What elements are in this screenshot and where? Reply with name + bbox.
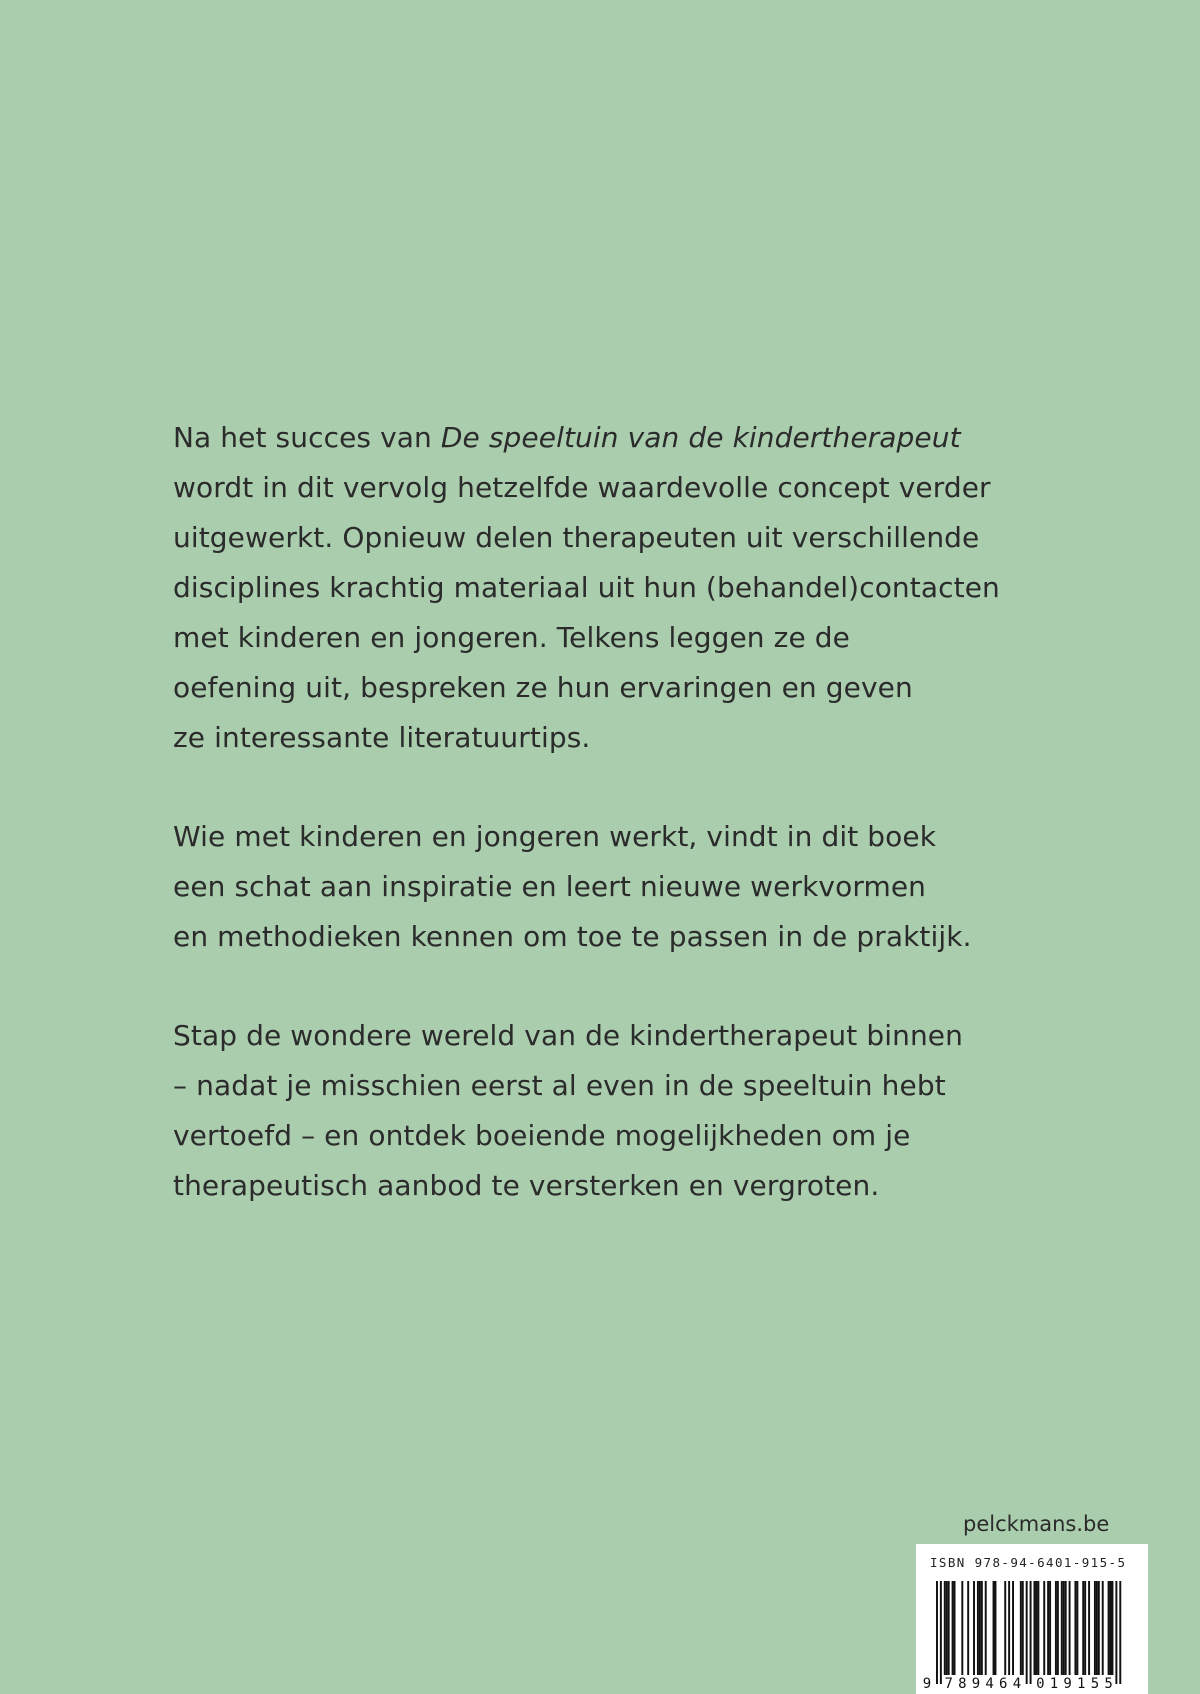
barcode-digit: 6 — [999, 1676, 1008, 1692]
barcode-digit: 5 — [1104, 1676, 1113, 1692]
barcode-bar — [936, 1581, 938, 1684]
barcode-bar — [1057, 1581, 1059, 1675]
barcode-bar — [1094, 1581, 1096, 1675]
barcode-bar — [1096, 1581, 1098, 1675]
blurb-line: met kinderen en jongeren. Telkens leggen ze de — [173, 621, 850, 654]
barcode-bar — [1088, 1581, 1090, 1675]
barcode-bar — [1061, 1581, 1063, 1675]
barcode-bar — [1034, 1581, 1036, 1675]
blurb-line-prefix: Na het succes van — [173, 421, 441, 454]
blurb-text — [173, 413, 1073, 1211]
barcode-bar — [973, 1581, 975, 1675]
blurb-line: oefening uit, bespreken ze hun ervaringen en geven — [173, 671, 913, 704]
barcode-bar — [979, 1581, 981, 1675]
barcode-digit: 0 — [1036, 1676, 1045, 1692]
barcode-digit: 4 — [985, 1676, 994, 1692]
barcode-bar — [961, 1581, 963, 1675]
barcode-bar — [946, 1581, 948, 1675]
blurb-line: therapeutisch aanbod te versterken en vergroten. — [173, 1169, 880, 1202]
barcode-bar — [1020, 1581, 1022, 1675]
blurb-line: en methodieken kennen om toe te passen in de praktijk. — [173, 920, 972, 953]
barcode-bar — [995, 1581, 997, 1675]
barcode-bar — [1102, 1581, 1104, 1675]
blurb-line: – nadat je misschien eerst al even in de speeltuin hebt — [173, 1069, 946, 1102]
barcode-digit: 1 — [1049, 1676, 1059, 1692]
barcode-bar — [1049, 1581, 1051, 1675]
publisher-website-link[interactable]: pelckmans.be — [963, 1512, 1110, 1536]
isbn-label: ISBN 978-94-6401-915-5 — [930, 1555, 1127, 1570]
blurb-paragraph-2 — [173, 812, 1073, 962]
barcode-bar — [1098, 1581, 1100, 1675]
barcode-bar — [1115, 1581, 1117, 1684]
barcode-bar — [1022, 1581, 1024, 1675]
barcode-bar — [1008, 1581, 1010, 1675]
isbn-barcode — [916, 1544, 1148, 1694]
barcode-bar — [967, 1581, 969, 1675]
barcode-bar — [993, 1581, 995, 1675]
barcode-bar — [1026, 1581, 1028, 1684]
barcode-bar — [1108, 1581, 1110, 1675]
barcode-graphic — [916, 1544, 1148, 1694]
barcode-bar — [1004, 1581, 1006, 1675]
barcode-digit: 1 — [1077, 1676, 1086, 1692]
barcode-bar — [1074, 1581, 1076, 1675]
blurb-paragraph-1 — [173, 413, 1073, 763]
barcode-digit: 9 — [1063, 1676, 1072, 1692]
barcode-bar — [1082, 1581, 1084, 1675]
barcode-bar — [1063, 1581, 1065, 1675]
barcode-bar — [1012, 1581, 1014, 1675]
blurb-line: disciplines krachtig materiaal uit hun (behandel)contacten — [173, 571, 1000, 604]
barcode-bar — [1030, 1581, 1032, 1684]
barcode-bar — [940, 1581, 942, 1684]
barcode-bar — [981, 1581, 983, 1675]
barcode-digit: 4 — [1012, 1676, 1022, 1692]
barcode-bar — [1065, 1581, 1067, 1675]
barcode-bar — [977, 1581, 979, 1675]
blurb-line: Wie met kinderen en jongeren werkt, vindt in dit boek — [173, 820, 937, 853]
barcode-bar — [1055, 1581, 1057, 1675]
blurb-line: Stap de wondere wereld van de kindertherapeut binnen — [173, 1019, 963, 1052]
barcode-bar — [952, 1581, 954, 1675]
blurb-line: ze interessante literatuurtips. — [173, 721, 591, 754]
barcode-digit: 8 — [958, 1676, 967, 1692]
blurb-paragraph-3 — [173, 1011, 1073, 1211]
barcode-bar — [1084, 1581, 1086, 1675]
blurb-line: vertoefd – en ontdek boeiende mogelijkheden om je — [173, 1119, 911, 1152]
blurb-line: uitgewerkt. Opnieuw delen therapeuten uit verschillende — [173, 521, 980, 554]
barcode-bar — [1069, 1581, 1071, 1675]
blurb-line: wordt in dit vervolg hetzelfde waardevolle concept verder — [173, 471, 991, 504]
barcode-bar — [1043, 1581, 1045, 1675]
blurb-line — [173, 413, 1073, 463]
barcode-digit: 9 — [922, 1676, 932, 1692]
barcode-bar — [1037, 1581, 1039, 1675]
barcode-bar — [1076, 1581, 1078, 1675]
blurb-line: een schat aan inspiratie en leert nieuwe werkvormen — [173, 870, 926, 903]
barcode-bar — [948, 1581, 950, 1675]
book-title-reference: De speeltuin van de kindertherapeut — [440, 421, 961, 454]
barcode-bar — [1110, 1581, 1112, 1675]
barcode-digit: 9 — [971, 1676, 981, 1692]
barcode-digit: 5 — [1090, 1676, 1100, 1692]
barcode-bar — [1112, 1581, 1114, 1675]
barcode-bar — [1047, 1581, 1049, 1675]
barcode-bar — [1119, 1581, 1121, 1684]
barcode-bar — [1035, 1581, 1037, 1675]
barcode-bar — [954, 1581, 956, 1675]
barcode-digit: 7 — [944, 1676, 953, 1692]
barcode-bar — [944, 1581, 946, 1675]
barcode-bar — [985, 1581, 987, 1675]
